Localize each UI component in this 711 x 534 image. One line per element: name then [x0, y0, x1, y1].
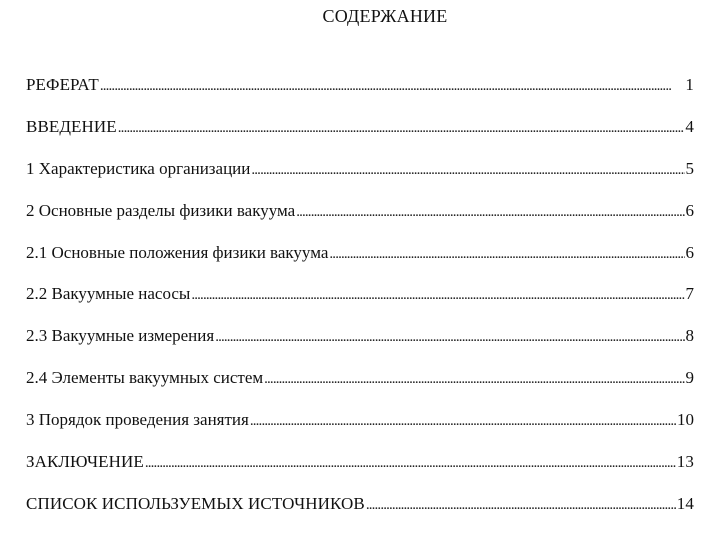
toc-entry	[26, 199, 694, 241]
toc-entry-page-number: 8	[685, 326, 694, 346]
toc-entry-page-number: 7	[685, 284, 694, 304]
toc-entry	[26, 492, 694, 534]
toc-entry	[26, 324, 694, 366]
toc-entry	[26, 408, 694, 450]
toc-entry	[26, 115, 694, 157]
toc-entry-label: СПИСОК ИСПОЛЬЗУЕМЫХ ИСТОЧНИКОВ	[26, 493, 365, 513]
dot-leader	[264, 366, 684, 391]
toc-entry-label: 2.2 Вакуумные насосы	[26, 284, 191, 304]
dot-leader	[118, 115, 685, 140]
toc-entry-page-number: 10	[677, 410, 694, 430]
toc-entry-page-number: 1	[685, 75, 694, 94]
toc-entry-label: 2 Основные разделы физики вакуума	[26, 200, 296, 220]
toc-entry-label: 2.3 Вакуумные измерения	[26, 326, 215, 346]
toc-entry-page-number: 6	[685, 200, 694, 220]
page-title: СОДЕРЖАНИЕ	[322, 6, 448, 26]
dot-leader	[191, 282, 684, 307]
toc-entry	[26, 157, 694, 199]
toc-entry-page-number: 4	[685, 116, 694, 136]
toc-entry-page-number: 9	[685, 368, 694, 388]
dot-leader	[296, 199, 684, 224]
toc-entry-label: ЗАКЛЮЧЕНИЕ	[26, 452, 144, 472]
toc-entry-label: 2.1 Основные положения физики вакуума	[26, 242, 329, 262]
toc-entry-page-number: 5	[685, 158, 694, 178]
toc-entry-label: РЕФЕРАТ	[26, 75, 99, 94]
toc-entry	[26, 366, 694, 408]
toc-entry	[26, 450, 694, 492]
toc-entry-page-number: 13	[676, 452, 694, 472]
dot-leader	[215, 324, 684, 349]
toc-entry-label: 3 Порядок проведения занятия	[26, 410, 249, 430]
table-of-contents	[26, 73, 694, 534]
toc-entry-label: ВВЕДЕНИЕ	[26, 116, 117, 136]
toc-entry	[26, 73, 694, 115]
toc-entry-label: 2.4 Элементы вакуумных систем	[26, 368, 264, 388]
dot-leader	[145, 450, 676, 475]
dot-leader	[100, 73, 685, 98]
dot-leader	[366, 492, 676, 517]
dot-leader	[329, 241, 684, 266]
toc-entry-page-number: 14	[676, 493, 694, 513]
toc-entry	[26, 241, 694, 283]
toc-entry-page-number: 6	[685, 242, 694, 262]
toc-entry	[26, 282, 694, 324]
dot-leader	[251, 157, 684, 182]
dot-leader	[250, 408, 676, 433]
toc-entry-label: 1 Характеристика организации	[26, 158, 251, 178]
